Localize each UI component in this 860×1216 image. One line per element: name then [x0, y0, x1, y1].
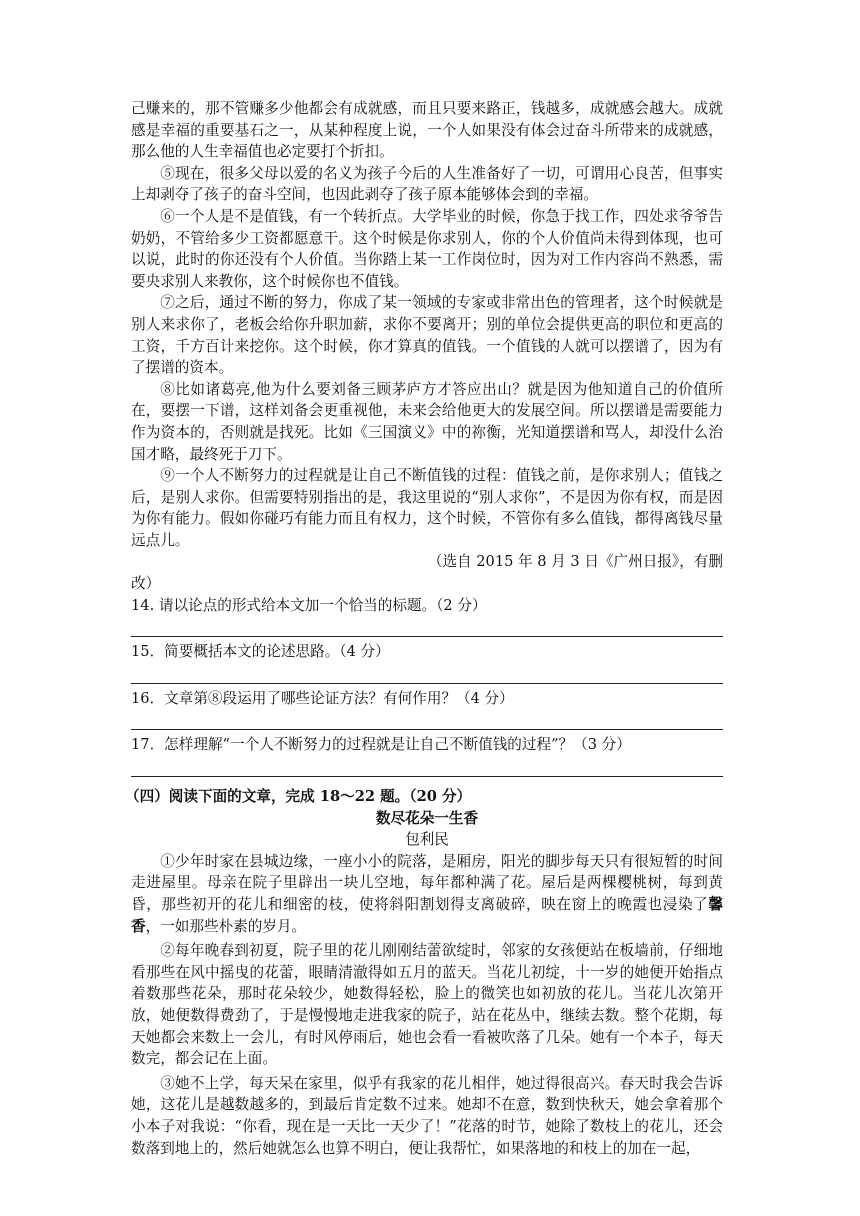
- article-paragraph-8: ⑧比如诸葛亮,他为什么要刘备三顾茅庐方才答应出山？就是因为他知道自己的价值所在，要摆一下谱，这样刘备会更重视他，未来会给他更大的发展空间。所以摆谱是需要能力作为资本的，否则就是找死。比如《三国演义》中的祢衡，光知道摆谱和骂人，却没什么治国才略，最终死于刀下。: [131, 380, 723, 463]
- question-15: 15．简要概括本文的论述思路。（4 分）: [131, 643, 390, 661]
- story-paragraph-1-text-b: ，一如那些朴素的岁月。: [145, 917, 307, 935]
- emphasized-word: 馨香: [131, 896, 723, 935]
- answer-line-16[interactable]: [131, 709, 723, 730]
- answer-line-14[interactable]: [131, 616, 723, 637]
- article-paragraph-7: ⑦之后，通过不断的努力，你成了某一领域的专家或非常出色的管理者，这个时候就是别人来求你了，老板会给你升职加薪，求你不要离开；别的单位会提供更高的职位和更高的工资，千方百计来挖你。这个时候，你才算真的值钱。一个值钱的人就可以摆谱了，因为有了摆谱的资本。: [131, 294, 723, 377]
- answer-line-15[interactable]: [131, 663, 723, 684]
- question-16: 16．文章第⑧段运用了哪些论证方法？有何作用？（4 分）: [131, 689, 514, 707]
- story-paragraph-2: ②每年晚春到初夏，院子里的花儿刚刚结蕾欲绽时，邻家的女孩便站在板墙前，仔细地看那些在风中摇曳的花蕾，眼睛清澈得如五月的蓝天。当花儿初绽，十一岁的她便开始指点着数那些花朵，那时花朵较少，她数得轻松，脸上的微笑也如初放的花儿。当花儿次第开放，她便数得费劲了，于是慢慢地走进我家的院子，站在花丛中，继续去数。整个花期，每天她都会来数上一会儿，有时风停雨后，她也会看一看被吹落了几朵。她有一个本子，每天数完，都会记在上面。: [131, 942, 723, 1068]
- question-17: 17．怎样理解“一个人不断努力的过程就是让自己不断值钱的过程”？（3 分）: [131, 736, 631, 754]
- section-heading: （四）阅读下面的文章，完成 18～22 题。（20 分）: [125, 788, 472, 806]
- question-14: 14. 请以论点的形式给本文加一个恰当的标题。（2 分）: [131, 596, 487, 614]
- story-paragraph-1-text-a: ①少年时家在县城边缘，一座小小的院落，是厢房，阳光的脚步每天只有很短暂的时间走进屋里。母亲在院子里辟出一块儿空地，每年都种满了花。屋后是两棵樱桃树，每到黄昏，那些初开的花儿和细密的枝，使将斜阳割划得支离破碎，映在窗上的晚霞也浸染了: [131, 852, 723, 913]
- article-source-tail: 改）: [131, 575, 161, 593]
- article-source: （选自 2015 年 8 月 3 日《广州日报》，有删: [427, 553, 723, 571]
- article-paragraph-5: ⑤现在，很多父母以爱的名义为孩子今后的人生准备好了一切，可谓用心良苦，但事实上却剥夺了孩子的奋斗空间，也因此剥夺了孩子原本能够体会到的幸福。: [131, 164, 723, 204]
- answer-line-17[interactable]: [131, 756, 723, 777]
- article-paragraph-intro: 己赚来的，那不管赚多少他都会有成就感，而且只要来路正，钱越多，成就感会越大。成就感是幸福的重要基石之一，从某种程度上说，一个人如果没有体会过奋斗所带来的成就感，那么他的人生幸福值也必定要打个折扣。: [131, 100, 723, 161]
- story-paragraph-3: ③她不上学，每天呆在家里，似乎有我家的花儿相伴，她过得很高兴。春天时我会告诉她，这花儿是越数越多的，到最后肯定数不过来。她却不在意，数到快秋天，她会拿着那个小本子对我说：“你看，现在是一天比一天少了！”花落的时节，她除了数枝上的花儿，还会数落到地上的，然后她就怎么也算不明白，便让我帮忙，如果落地的和枝上的加在一起，: [131, 1074, 723, 1157]
- article-title: 数尽花朵一生香: [375, 809, 479, 827]
- article-paragraph-6: ⑥一个人是不是值钱，有一个转折点。大学毕业的时候，你急于找工作，四处求爷爷告奶奶，不管给多少工资都愿意干。这个时候是你求别人，你的个人价值尚未得到体现，也可以说，此时的你还没有个人价值。当你踏上某一工作岗位时，因为对工作内容尚不熟悉，需要央求别人来教你，这个时候你也不值钱。: [131, 207, 723, 290]
- article-author: 包利民: [405, 831, 449, 849]
- article-paragraph-9: ⑨一个人不断努力的过程就是让自己不断值钱的过程：值钱之前，是你求别人；值钱之后，是别人求你。但需要特别指出的是，我这里说的“别人求你”，不是因为你有权，而是因为你有能力。假如你碰巧有能力而且有权力，这个时候，不管你有多么值钱，都得离钱尽量远点儿。: [131, 467, 723, 549]
- exam-page: [125, 98, 723, 1159]
- story-paragraph-1: [131, 851, 723, 937]
